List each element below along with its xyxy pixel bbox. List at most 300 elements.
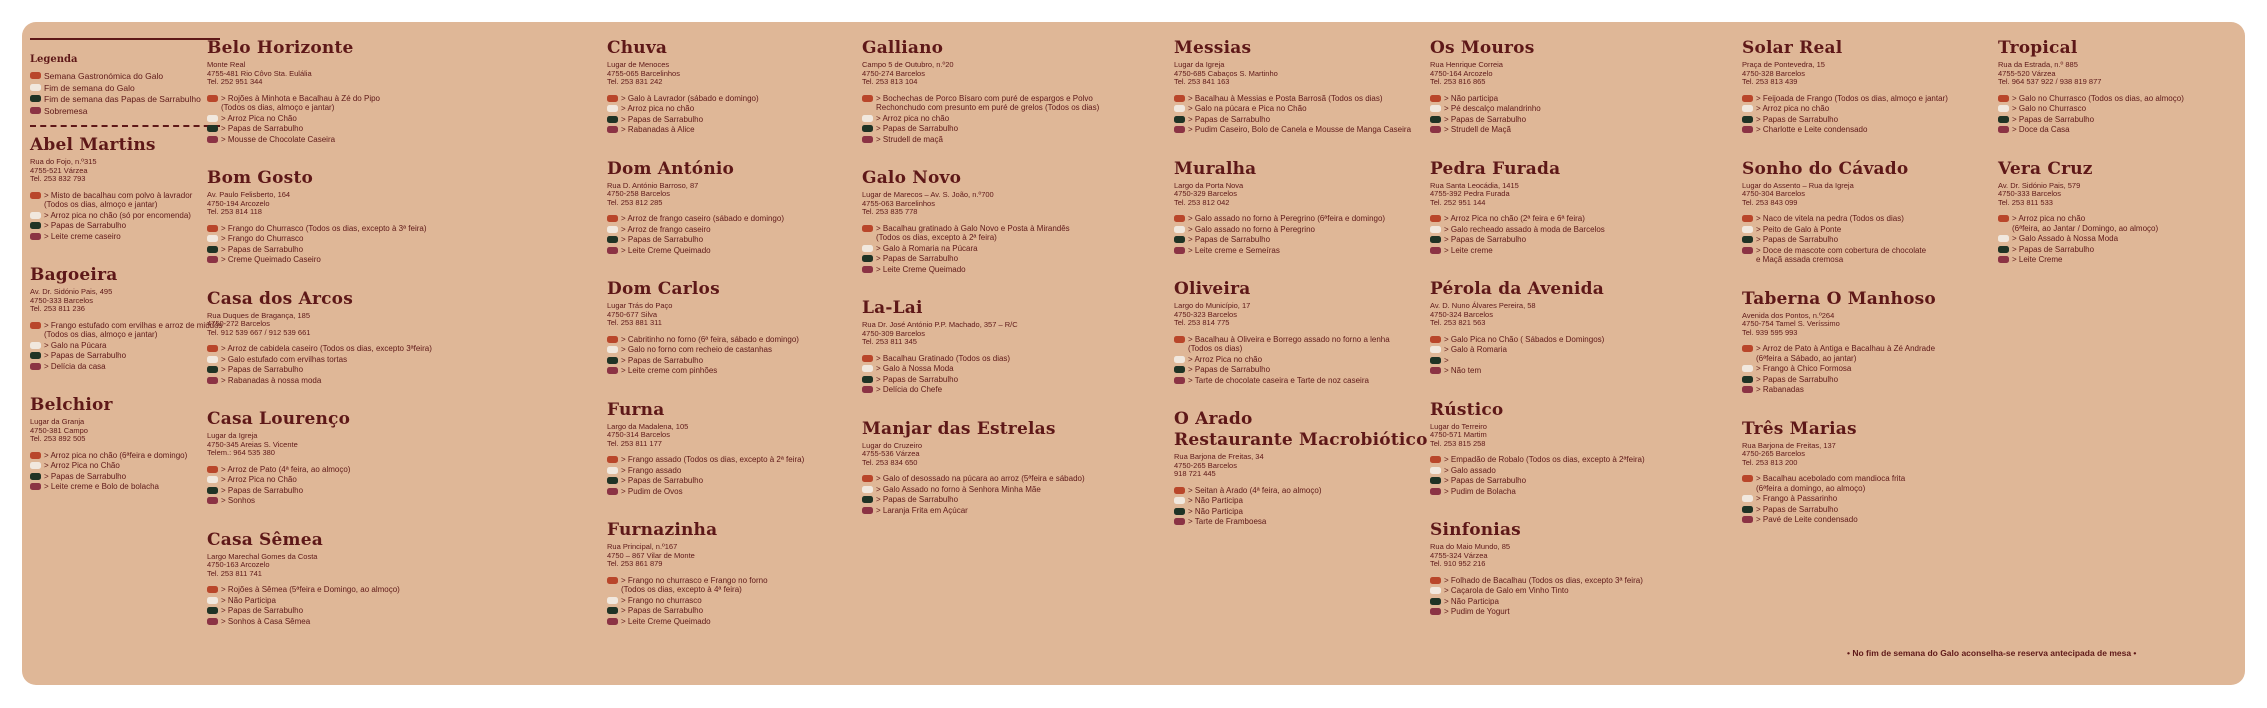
menu-swatch xyxy=(30,342,41,349)
address-line: 4750-304 Barcelos xyxy=(1742,189,1805,198)
menu-line: > Charlotte e Leite condensado xyxy=(1756,125,1868,134)
menu-item-text xyxy=(1444,356,1670,366)
menu-swatch xyxy=(1174,215,1185,222)
restaurant-entry xyxy=(207,289,447,386)
menu-swatch xyxy=(1742,226,1753,233)
restaurant-address xyxy=(207,312,447,338)
menu-line: > Galo no Churrasco (Todos os dias, ao almoço) xyxy=(2012,93,2184,103)
restaurant-name: Três Marias xyxy=(1742,418,1857,439)
menu-swatch xyxy=(862,386,873,393)
menu-item-text xyxy=(621,596,847,606)
address-line: Tel. 253 811 741 xyxy=(207,568,262,578)
restaurant-name: Casa Sêmea xyxy=(207,529,323,550)
menu-line: > Papas de Sarrabulho xyxy=(1188,235,1271,244)
menu-line: > Papas de Sarrabulho xyxy=(2012,114,2095,124)
restaurant-name: Sinfonias xyxy=(1430,520,1521,540)
menu-item-text xyxy=(2012,214,2238,233)
menu-item xyxy=(207,344,447,354)
menu-line: > Arroz pica no chão (6ªfeira e domingo) xyxy=(44,450,188,460)
restaurant-name: Oliveira xyxy=(1174,279,1251,299)
menu-item xyxy=(1174,355,1414,365)
menu-item xyxy=(1742,125,1982,135)
legend-swatch xyxy=(30,72,41,79)
address-line: 4750-194 Arcozelo xyxy=(207,198,270,208)
address-line: 4750-381 Campo xyxy=(30,425,88,435)
address-line: 4750-754 Tamel S. Veríssimo xyxy=(1742,319,1840,328)
menu-item-text xyxy=(1756,515,1982,525)
address-line: Tel. 253 814 118 xyxy=(207,207,262,216)
address-line: 4750-258 Barcelos xyxy=(607,189,670,198)
menu-line: (6ªfeira, ao Jantar / Domingo, ao almoço) xyxy=(2012,223,2159,233)
menu-swatch xyxy=(1174,487,1185,494)
menu-line: > Leite Creme Queimado xyxy=(621,245,711,255)
menu-swatch xyxy=(207,345,218,352)
menu-swatch xyxy=(1430,577,1441,584)
menu-line: > Bochechas de Porco Bísaro com puré de espargos e Polvo xyxy=(876,93,1093,103)
address-line: 4755-481 Rio Côvo Sta. Eulália xyxy=(207,68,312,78)
menu-swatch xyxy=(207,225,218,232)
address-line: 4750-333 Barcelos xyxy=(1998,189,2061,198)
menu-swatch xyxy=(607,467,618,474)
address-line: Av. Paulo Felisberto, 164 xyxy=(207,190,291,199)
menu-line: > Galo à Lavrador (sábado e domingo) xyxy=(621,93,759,103)
restaurant-name: Muralha xyxy=(1174,158,1257,179)
menu-item-text xyxy=(621,606,847,616)
menu-swatch xyxy=(1430,598,1441,605)
menu-item-text xyxy=(221,255,447,265)
address-line: Tel. 253 861 879 xyxy=(607,559,663,568)
menu-swatch xyxy=(607,226,618,233)
menu-swatch xyxy=(862,475,873,482)
menu-item xyxy=(607,115,847,125)
menu-line: > Papas de Sarrabulho xyxy=(221,124,304,133)
menu-item xyxy=(207,606,447,616)
menu-line: (6ªfeira a Sábado, ao jantar) xyxy=(1756,353,1857,363)
menu-line: > Arroz pica no chão (só por encomenda) xyxy=(44,210,191,220)
menu-item-text xyxy=(1756,505,1982,515)
address-line: Tel. 253 841 163 xyxy=(1174,77,1230,86)
menu-item xyxy=(862,474,1102,484)
address-line: 4750-324 Barcelos xyxy=(1430,309,1493,319)
menu-item xyxy=(207,496,447,506)
menu-swatch xyxy=(1430,116,1441,123)
legend-swatch xyxy=(30,84,41,91)
menu-item xyxy=(207,465,447,475)
menu-item-text xyxy=(1188,517,1414,527)
menu-swatch xyxy=(207,586,218,593)
menu-line: > Papas de Sarrabulho xyxy=(621,235,704,244)
restaurant-menu xyxy=(207,344,447,385)
address-line: 4750-323 Barcelos xyxy=(1174,309,1237,319)
menu-item-text xyxy=(1444,94,1670,104)
menu-swatch xyxy=(1430,608,1441,615)
address-line: Rua Santa Leocádia, 1415 xyxy=(1430,180,1519,190)
restaurant-menu xyxy=(1430,214,1670,255)
menu-item xyxy=(1174,246,1414,256)
menu-swatch xyxy=(1174,497,1185,504)
restaurant-address xyxy=(607,543,847,569)
restaurant-name: Belo Horizonte xyxy=(207,38,354,58)
menu-swatch xyxy=(607,336,618,343)
menu-panel xyxy=(22,22,2245,685)
menu-item xyxy=(1174,365,1414,375)
address-line: Tel. 252 951 144 xyxy=(1430,197,1486,207)
menu-line: > Arroz pica no chão xyxy=(1756,104,1830,113)
menu-swatch xyxy=(607,618,618,625)
menu-line: > Doce da Casa xyxy=(2012,125,2070,134)
menu-line: > Caçarola de Galo em Vinho Tinto xyxy=(1444,586,1569,595)
menu-item-text xyxy=(1188,335,1414,354)
menu-swatch xyxy=(1998,256,2009,263)
restaurant-address xyxy=(862,191,1102,217)
menu-item xyxy=(607,225,847,235)
menu-item xyxy=(207,617,447,627)
menu-item-text xyxy=(621,455,847,465)
menu-item-text xyxy=(221,585,447,595)
menu-line: > Seitan à Arado (4ª feira, ao almoço) xyxy=(1188,485,1322,495)
menu-item xyxy=(1742,94,1982,104)
menu-swatch xyxy=(207,466,218,473)
menu-swatch xyxy=(862,125,873,132)
menu-swatch xyxy=(862,136,873,143)
menu-line: > Galo à Nossa Moda xyxy=(876,364,954,373)
menu-item xyxy=(607,487,847,497)
menu-swatch xyxy=(1174,105,1185,112)
menu-item xyxy=(1430,466,1670,476)
address-line: 4755-536 Várzea xyxy=(862,449,920,458)
menu-swatch xyxy=(862,225,873,232)
menu-swatch xyxy=(862,245,873,252)
menu-item-text xyxy=(1188,235,1414,245)
menu-line: > Galo Assado no forno à Senhora Minha Mãe xyxy=(876,484,1041,494)
menu-item-text xyxy=(1444,125,1670,135)
menu-line: > Strudell de maçã xyxy=(876,134,943,144)
address-line: Tel. 253 831 242 xyxy=(607,77,663,86)
menu-line: > Leite creme caseiro xyxy=(44,231,121,241)
menu-swatch xyxy=(207,356,218,363)
menu-line: e Maçã assada cremosa xyxy=(1756,255,1844,264)
address-line: 4750-274 Barcelos xyxy=(862,68,925,78)
restaurant-address xyxy=(607,182,847,208)
restaurant-entry xyxy=(1998,38,2238,135)
restaurant-entry xyxy=(1430,38,1670,135)
menu-item xyxy=(1174,335,1414,354)
menu-swatch xyxy=(1998,235,2009,242)
menu-swatch xyxy=(862,507,873,514)
menu-line: > Frango à Passarinho xyxy=(1756,494,1838,503)
menu-item-text xyxy=(1444,345,1670,355)
legend-title: Legenda xyxy=(30,54,78,65)
restaurant-address xyxy=(862,61,1102,87)
menu-swatch xyxy=(1742,376,1753,383)
menu-line: > Arroz pica no chão xyxy=(621,104,695,113)
restaurant-menu xyxy=(1174,94,1414,135)
menu-swatch xyxy=(207,136,218,143)
menu-swatch xyxy=(862,115,873,122)
reservation-footnote: • No fim de semana do Galo aconselha-se reserva antecipada de mesa • xyxy=(1847,648,2137,658)
menu-line: > Arroz de Pato à Antiga e Bacalhau à Zé Andrade xyxy=(1756,344,1936,353)
menu-item-text xyxy=(1444,476,1670,486)
restaurant-menu xyxy=(862,94,1102,145)
address-line: 4750 – 867 Vilar de Monte xyxy=(607,550,695,560)
restaurant-address xyxy=(862,442,1102,468)
menu-line: > Arroz de frango caseiro xyxy=(621,224,711,234)
menu-item-text xyxy=(1444,366,1670,376)
menu-line: > Sonhos xyxy=(221,496,256,505)
menu-item xyxy=(607,94,847,104)
menu-item-text xyxy=(1756,225,1982,235)
menu-item-text xyxy=(2012,125,2238,135)
restaurant-address xyxy=(207,553,447,579)
restaurant-menu xyxy=(862,474,1102,515)
menu-line: > Arroz de frango caseiro (sábado e domingo) xyxy=(621,214,784,223)
menu-swatch xyxy=(1742,116,1753,123)
menu-line: > Frango no churrasco e Frango no forno xyxy=(621,575,768,585)
menu-swatch xyxy=(862,266,873,273)
menu-item-text xyxy=(1444,466,1670,476)
menu-item-text xyxy=(1444,607,1670,617)
legend-item-label: Fim de semana das Papas de Sarrabulho xyxy=(44,94,201,104)
menu-line: > Delícia da casa xyxy=(44,361,106,371)
menu-item xyxy=(1998,245,2238,255)
menu-line: > Leite creme e Bolo de bolacha xyxy=(44,482,159,491)
address-line: Lugar do Assento – Rua da Igreja xyxy=(1742,180,1854,190)
restaurant-address xyxy=(607,61,847,87)
menu-line: > Papas de Sarrabulho xyxy=(1756,235,1839,244)
address-line: Av. D. Nuno Álvares Pereira, 58 xyxy=(1430,301,1536,310)
menu-swatch xyxy=(1430,226,1441,233)
restaurant-name: Taberna O Manhoso xyxy=(1742,288,1936,309)
menu-line: > Não Participa xyxy=(1444,596,1499,606)
menu-swatch xyxy=(1174,518,1185,525)
menu-item-text xyxy=(1188,496,1414,506)
menu-item-text xyxy=(876,474,1102,484)
menu-item-text xyxy=(221,135,447,145)
menu-swatch xyxy=(207,618,218,625)
menu-item xyxy=(607,235,847,245)
address-line: Tel. 253 813 439 xyxy=(1742,77,1798,86)
restaurant-name: Tropical xyxy=(1998,38,2078,58)
menu-line: > Sonhos à Casa Sêmea xyxy=(221,616,311,626)
menu-item xyxy=(1430,356,1670,366)
restaurant-menu xyxy=(1174,486,1414,527)
restaurant-menu xyxy=(207,94,447,145)
menu-line: > Leite Creme xyxy=(2012,255,2063,264)
menu-line: > Frango no churrasco xyxy=(621,595,702,605)
menu-item-text xyxy=(1188,365,1414,375)
restaurant-menu xyxy=(1998,94,2238,135)
restaurant-address xyxy=(1430,423,1670,449)
menu-item xyxy=(862,495,1102,505)
menu-swatch xyxy=(1174,95,1185,102)
menu-swatch xyxy=(30,483,41,490)
menu-item-text xyxy=(621,104,847,114)
address-line: Rua Dr. José António P.P. Machado, 357 – R/C xyxy=(862,320,1018,329)
menu-line: > Leite creme e Semeíras xyxy=(1188,245,1280,255)
address-line: Tel. 910 952 216 xyxy=(1430,559,1486,568)
menu-item-text xyxy=(221,475,447,485)
restaurant-menu xyxy=(607,335,847,376)
menu-item xyxy=(1174,225,1414,235)
menu-swatch xyxy=(607,477,618,484)
restaurant-entry xyxy=(607,400,847,497)
address-line: 918 721 445 xyxy=(1174,469,1216,478)
address-line: Telem.: 964 535 380 xyxy=(207,448,275,457)
menu-swatch xyxy=(207,607,218,614)
menu-item-text xyxy=(621,94,847,104)
address-line: Lugar de Marecos – Av. S. João, n.º700 xyxy=(862,190,994,199)
address-line: Tel. 253 892 505 xyxy=(30,434,86,443)
menu-swatch xyxy=(862,496,873,503)
address-line: Av. Dr. Sidónio Pais, 495 xyxy=(30,287,113,296)
menu-item xyxy=(1430,235,1670,245)
menu-item xyxy=(862,354,1102,364)
menu-swatch xyxy=(30,452,41,459)
menu-line: > Galo assado no forno à Peregrino (6ªfeira e domingo) xyxy=(1188,214,1386,223)
menu-swatch xyxy=(1430,336,1441,343)
restaurant-entry xyxy=(1742,159,1982,265)
menu-swatch xyxy=(862,376,873,383)
menu-swatch xyxy=(1430,247,1441,254)
restaurant-entry xyxy=(1174,409,1428,527)
menu-item-text xyxy=(621,335,847,345)
restaurant-column xyxy=(1430,38,1670,641)
restaurant-menu xyxy=(1430,335,1670,376)
menu-line: > Não participa xyxy=(1444,93,1499,103)
restaurant-address xyxy=(1430,543,1670,569)
menu-line: > Arroz pica no chão xyxy=(2012,214,2086,223)
menu-line: > Leite creme xyxy=(1444,245,1493,255)
restaurant-name: Casa Lourenço xyxy=(207,409,351,429)
menu-item-text xyxy=(1756,104,1982,114)
menu-item xyxy=(1430,246,1670,256)
menu-item xyxy=(607,356,847,366)
menu-line: > Frango estufado com ervilhas e arroz de miúdos xyxy=(44,320,223,330)
menu-item-text xyxy=(621,576,847,595)
menu-item-text xyxy=(621,345,847,355)
menu-swatch xyxy=(1742,386,1753,393)
menu-swatch xyxy=(862,255,873,262)
menu-item-text xyxy=(221,617,447,627)
address-line: 4750-309 Barcelos xyxy=(862,328,925,338)
menu-item-text xyxy=(1444,586,1670,596)
menu-item-text xyxy=(1756,125,1982,135)
address-line: 4750-571 Martim xyxy=(1430,430,1487,439)
menu-item-text xyxy=(1188,214,1414,224)
menu-item xyxy=(1742,505,1982,515)
restaurant-column xyxy=(607,38,847,650)
menu-item xyxy=(207,376,447,386)
menu-item-text xyxy=(876,375,1102,385)
menu-item xyxy=(1174,235,1414,245)
menu-line: > Papas de Sarrabulho xyxy=(1444,476,1527,485)
address-line: Tel. 964 537 922 / 938 819 877 xyxy=(1998,77,2102,86)
restaurant-menu xyxy=(607,214,847,255)
menu-item xyxy=(1430,586,1670,596)
restaurant-menu xyxy=(607,576,847,627)
menu-swatch xyxy=(1174,247,1185,254)
menu-item xyxy=(207,585,447,595)
restaurant-menu xyxy=(607,455,847,496)
menu-item-text xyxy=(1756,246,1982,265)
menu-line: > Feijoada de Frango (Todos os dias, almoço e jantar) xyxy=(1756,93,1948,103)
address-line: 4755-521 Várzea xyxy=(30,165,88,175)
menu-line: > Rabanadas xyxy=(1756,385,1804,394)
menu-line: > Papas de Sarrabulho xyxy=(221,244,304,254)
address-line: 4750-677 Silva xyxy=(607,309,658,319)
address-line: Tel. 253 835 778 xyxy=(862,207,918,216)
menu-line: > xyxy=(1444,355,1449,365)
menu-item xyxy=(1742,375,1982,385)
restaurant-name: Pedra Furada xyxy=(1430,158,1561,179)
restaurant-menu xyxy=(207,585,447,626)
menu-item-text xyxy=(1756,344,1982,363)
address-line: Tel. 253 811 345 xyxy=(862,337,917,346)
menu-item-text xyxy=(621,214,847,224)
menu-item xyxy=(207,475,447,485)
restaurant-name: Casa dos Arcos xyxy=(207,288,353,309)
restaurant-address xyxy=(1742,312,1982,338)
address-line: Rua Principal, n.º167 xyxy=(607,542,678,551)
menu-swatch xyxy=(207,256,218,263)
menu-item xyxy=(207,224,447,234)
menu-swatch xyxy=(207,235,218,242)
menu-line: > Frango do Churrasco xyxy=(221,234,304,243)
address-line: Tel. 253 811 236 xyxy=(30,304,85,313)
menu-swatch xyxy=(607,357,618,364)
restaurant-entry xyxy=(607,279,847,376)
menu-item-text xyxy=(221,365,447,375)
menu-item xyxy=(1430,476,1670,486)
menu-line: > Galo à Romaria na Púcara xyxy=(876,243,978,253)
menu-item-text xyxy=(1756,375,1982,385)
menu-line: > Bacalhau acebolado com mandioca frita xyxy=(1756,474,1906,483)
menu-swatch xyxy=(1430,346,1441,353)
restaurant-name: Belchior xyxy=(30,395,113,415)
address-line: Largo do Município, 17 xyxy=(1174,301,1251,310)
menu-item-text xyxy=(1444,335,1670,345)
menu-item-text xyxy=(621,246,847,256)
menu-item xyxy=(607,246,847,256)
menu-item-text xyxy=(1444,597,1670,607)
address-line: 4755-065 Barcelinhos xyxy=(607,68,680,78)
menu-item xyxy=(1742,515,1982,525)
address-line: Tel. 253 812 042 xyxy=(1174,197,1230,207)
menu-line: Rechonchudo com presunto em puré de grelos (Todos os dias) xyxy=(876,103,1100,112)
restaurant-name: Messias xyxy=(1174,38,1252,58)
menu-swatch xyxy=(30,222,41,229)
menu-item xyxy=(862,94,1102,113)
menu-item xyxy=(1174,104,1414,114)
restaurant-menu xyxy=(1742,344,1982,395)
address-line: 4755-392 Pedra Furada xyxy=(1430,189,1510,198)
restaurant-address xyxy=(1742,442,1982,468)
address-line: Tel. 253 814 775 xyxy=(1174,318,1230,327)
menu-line: > Papas de Sarrabulho xyxy=(876,374,959,384)
address-line: Tel. 253 813 200 xyxy=(1742,457,1798,467)
restaurant-address xyxy=(1998,182,2238,208)
menu-item xyxy=(1174,517,1414,527)
menu-item xyxy=(207,135,447,145)
menu-item-text xyxy=(621,466,847,476)
menu-line: > Não Participa xyxy=(221,595,276,605)
address-line: 4750-164 Arcozelo xyxy=(1430,68,1493,78)
address-line: Rua da Estrada, n.º 885 xyxy=(1998,60,2078,69)
menu-swatch xyxy=(607,456,618,463)
menu-item xyxy=(207,365,447,375)
restaurant-entry xyxy=(862,419,1102,516)
menu-line: > Bacalhau gratinado à Galo Novo e Posta à Mirandês xyxy=(876,223,1070,233)
